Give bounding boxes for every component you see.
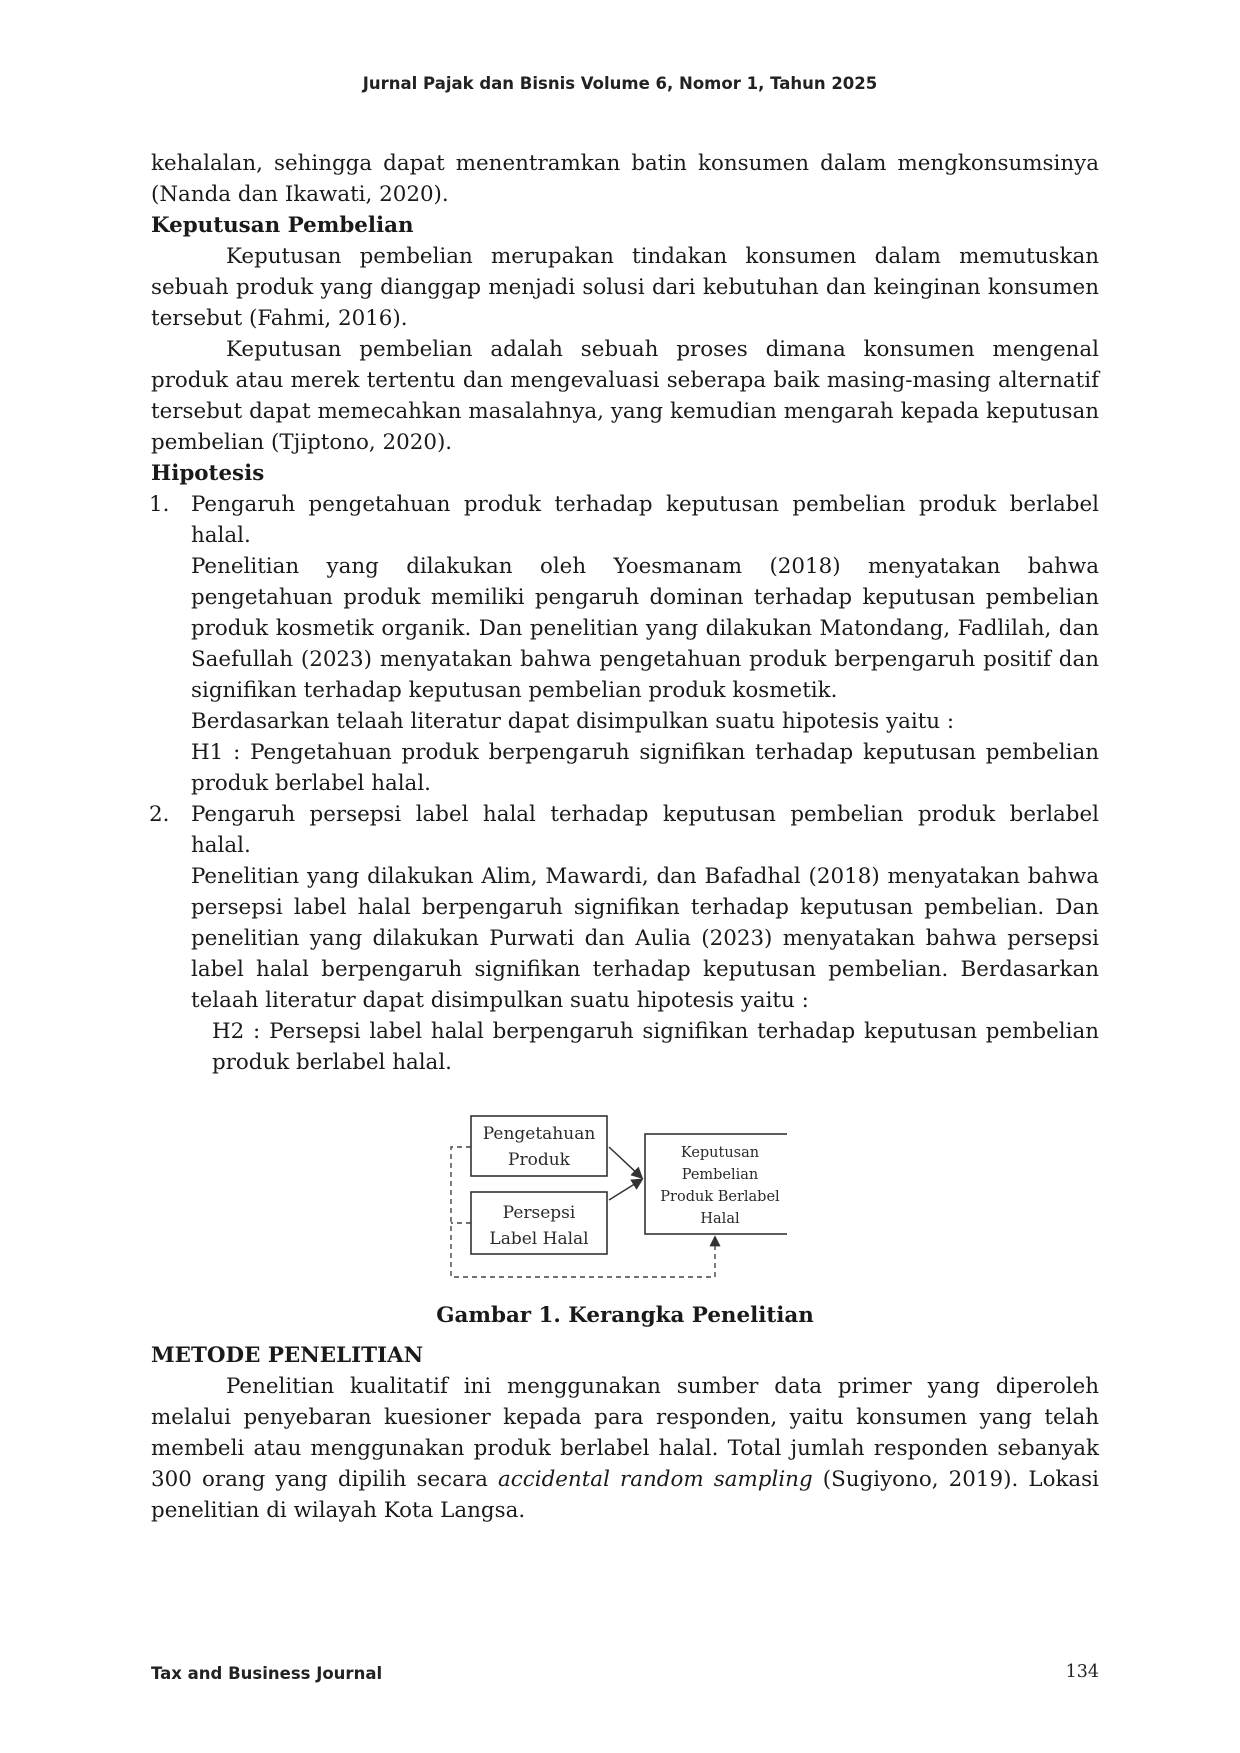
framework-diagram (447, 1110, 787, 1292)
arrow-a-to-y (609, 1147, 641, 1177)
box-y-label-line-3: Produk Berlabel (660, 1189, 780, 1205)
hypothesis-title: Pengaruh persepsi label halal terhadap keputusan pembelian produk berlabel halal. (191, 802, 1099, 858)
hypothesis-item-2 (151, 799, 1099, 1078)
footer-page-number: 134 (1065, 1662, 1099, 1682)
hypothesis-list (151, 489, 1099, 1078)
figure-research-framework (151, 1110, 1099, 1340)
box-a-label-line-1: Pengetahuan (482, 1124, 596, 1144)
paragraph-metode (151, 1371, 1099, 1526)
box-b-label-line-1: Persepsi (502, 1203, 576, 1223)
hypothesis-title: Pengaruh pengetahuan produk terhadap keputusan pembelian produk berlabel halal. (191, 492, 1099, 548)
hypothesis-item-1 (151, 489, 1099, 799)
box-a-label-line-2: Produk (508, 1150, 570, 1170)
hypothesis-body: Penelitian yang dilakukan oleh Yoesmanam (2018) menyatakan bahwa pengetahuan produk memiliki pengaruh dominan terhadap keputusan pembelian produk kosmetik organik. Dan penelitian yang dilakukan Matondang, Fadlilah, dan Saefullah (2023) menyatakan bahwa pengetahuan produk berpengaruh positif dan signifikan terhadap keputusan pembelian produk kosmetik. (191, 554, 1099, 703)
arrow-b-to-y (609, 1180, 641, 1200)
box-b-label-line-2: Label Halal (489, 1229, 589, 1249)
box-y-label-line-4: Halal (700, 1211, 740, 1227)
list-number: 2. (149, 802, 170, 827)
heading-metode-penelitian: METODE PENELITIAN (151, 1343, 424, 1368)
footer-journal-name: Tax and Business Journal (151, 1664, 383, 1683)
hypothesis-statement-h2: H2 : Persepsi label halal berpengaruh signifikan terhadap keputusan pembelian produk berlabel halal. (212, 1019, 1099, 1075)
metode-text-part-2: (Sugiyono, 2019). Lokasi penelitian di wilayah Kota Langsa. (151, 1467, 1099, 1523)
box-y-label-line-1: Keputusan (680, 1145, 760, 1161)
metode-italic-term: accidental random sampling (498, 1467, 813, 1492)
list-number: 1. (149, 492, 170, 517)
figure-caption: Gambar 1. Kerangka Penelitian (436, 1303, 814, 1328)
box-y-label-line-2: Pembelian (681, 1167, 759, 1183)
article-body (151, 148, 1099, 1526)
running-header: Jurnal Pajak dan Bisnis Volume 6, Nomor 1, Tahun 2025 (362, 74, 878, 93)
paragraph-continuation: kehalalan, sehingga dapat menentramkan batin konsumen dalam mengkonsumsinya (Nanda dan Ikawati, 2020). (151, 151, 1099, 207)
paragraph-keputusan-1: Keputusan pembelian merupakan tindakan konsumen dalam memutuskan sebuah produk yang dianggap menjadi solusi dari kebutuhan dan keinginan konsumen tersebut (Fahmi, 2016). (151, 244, 1099, 331)
metode-text-part-1: Penelitian kualitatif ini menggunakan sumber data primer yang diperoleh melalui penyebaran kuesioner kepada para responden, yaitu konsumen yang telah membeli atau menggunakan produk berlabel halal. Total jumlah responden sebanyak 300 orang yang dipilih secara (151, 1374, 1099, 1492)
hypothesis-conclusion: Berdasarkan telaah literatur dapat disimpulkan suatu hipotesis yaitu : (191, 709, 955, 734)
hypothesis-statement-h1: H1 : Pengetahuan produk berpengaruh signifikan terhadap keputusan pembelian produk berlabel halal. (191, 740, 1099, 796)
hypothesis-body: Penelitian yang dilakukan Alim, Mawardi, dan Bafadhal (2018) menyatakan bahwa persepsi label halal berpengaruh signifikan terhadap keputusan pembelian. Dan penelitian yang dilakukan Purwati dan Aulia (2023) menyatakan bahwa persepsi label halal berpengaruh signifikan terhadap keputusan pembelian. Berdasarkan telaah literatur dapat disimpulkan suatu hipotesis yaitu : (191, 864, 1099, 1013)
heading-hipotesis: Hipotesis (151, 461, 265, 486)
heading-keputusan-pembelian: Keputusan Pembelian (151, 213, 414, 238)
paragraph-keputusan-2: Keputusan pembelian adalah sebuah proses dimana konsumen mengenal produk atau merek tertentu dan mengevaluasi seberapa baik masing-masing alternatif tersebut dapat memecahkan masalahnya, yang kemudian mengarah kepada keputusan pembelian (Tjiptono, 2020). (151, 337, 1099, 455)
